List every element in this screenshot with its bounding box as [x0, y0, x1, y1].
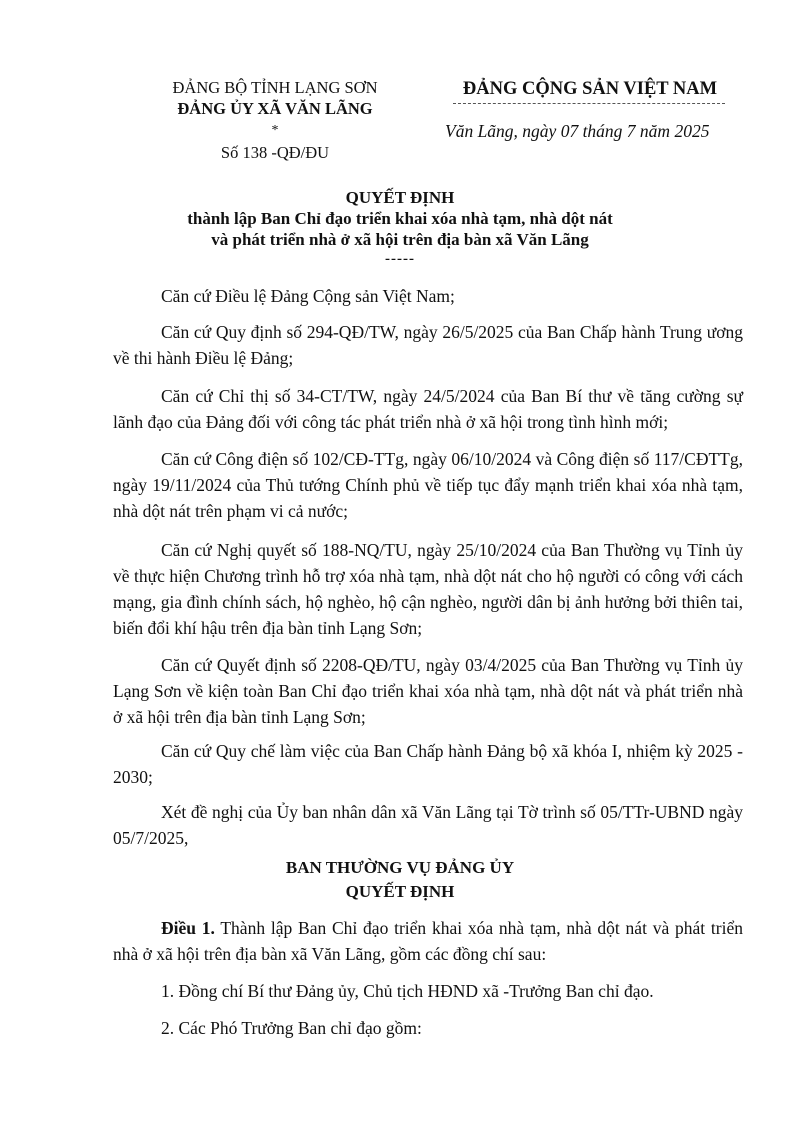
proposal-paragraph: Xét đề nghị của Ủy ban nhân dân xã Văn Lãng tại Tờ trình số 05/TTr-UBND ngày 05/7/2025,: [113, 802, 743, 848]
article-1: [113, 915, 743, 967]
basis-paragraph-6: Căn cứ Quyết định số 2208-QĐ/TU, ngày 03/4/2025 của Ban Thường vụ Tỉnh ủy Lạng Sơn về kiện toàn Ban Chỉ đạo triển khai xóa nhà tạm, nhà dột nát và phát triển nhà ở xã hội trên địa bàn tỉnh Lạng Sơn;: [113, 655, 743, 727]
basis-paragraph-4: Căn cứ Công điện số 102/CĐ-TTg, ngày 06/10/2024 và Công điện số 117/CĐTTg, ngày 19/11/2024 của Thủ tướng Chính phủ về tiếp tục đẩy mạnh triển khai xóa nhà tạm, nhà dột nát trên phạm vi cả nước;: [113, 449, 743, 521]
header-divider: [453, 103, 725, 104]
basis-paragraph-5: Căn cứ Nghị quyết số 188-NQ/TU, ngày 25/10/2024 của Ban Thường vụ Tỉnh ủy về thực hiện Chương trình hỗ trợ xóa nhà tạm, nhà dột nát cho hộ người có công với cách mạng, gia đình chính sách, hộ nghèo, hộ cận nghèo, người dân bị ảnh hưởng bởi thiên tai, biến đổi khí hậu trên địa bàn tỉnh Lạng Sơn;: [113, 540, 743, 638]
document-subject-line1: thành lập Ban Chỉ đạo triển khai xóa nhà tạm, nhà dột nát: [187, 209, 613, 228]
basis-paragraph-7: Căn cứ Quy chế làm việc của Ban Chấp hành Đảng bộ xã khóa I, nhiệm kỳ 2025 - 2030;: [113, 741, 743, 787]
document-title: QUYẾT ĐỊNH: [345, 188, 455, 207]
document-number: Số 138 -QĐ/ĐU: [220, 143, 330, 162]
basis-paragraph-1: Căn cứ Điều lệ Đảng Cộng sản Việt Nam;: [161, 286, 455, 306]
party-committee-province: ĐẢNG BỘ TỈNH LẠNG SƠN: [172, 78, 378, 97]
place-and-date: Văn Lãng, ngày 07 tháng 7 năm 2025: [445, 121, 710, 141]
party-name-title: ĐẢNG CỘNG SẢN VIỆT NAM: [462, 79, 718, 99]
basis-paragraph-2: Căn cứ Quy định số 294-QĐ/TW, ngày 26/5/2025 của Ban Chấp hành Trung ương về thi hành Điều lệ Đảng;: [113, 322, 743, 368]
decision-heading: QUYẾT ĐỊNH: [345, 882, 455, 901]
header-star: *: [271, 123, 279, 138]
list-item-1: 1. Đồng chí Bí thư Đảng ủy, Chủ tịch HĐND xã -Trưởng Ban chỉ đạo.: [161, 981, 654, 1001]
issuer-heading: BAN THƯỜNG VỤ ĐẢNG ỦY: [285, 858, 515, 877]
party-committee-commune: ĐẢNG ỦY XÃ VĂN LÃNG: [177, 99, 373, 118]
basis-paragraph-3: Căn cứ Chỉ thị số 34-CT/TW, ngày 24/5/2024 của Ban Bí thư về tăng cường sự lãnh đạo của Đảng đối với công tác phát triển nhà ở xã hội trong tình hình mới;: [113, 386, 743, 432]
article-1-label: Điều 1.: [161, 918, 215, 938]
document-subject-line2: và phát triển nhà ở xã hội trên địa bàn xã Văn Lãng: [211, 230, 589, 249]
title-separator: -----: [385, 251, 415, 267]
list-item-2: 2. Các Phó Trưởng Ban chỉ đạo gồm:: [161, 1018, 422, 1038]
article-1-text: Thành lập Ban Chỉ đạo triển khai xóa nhà tạm, nhà dột nát và phát triển nhà ở xã hội trên địa bàn xã Văn Lãng, gồm các đồng chí sau:: [113, 918, 743, 964]
